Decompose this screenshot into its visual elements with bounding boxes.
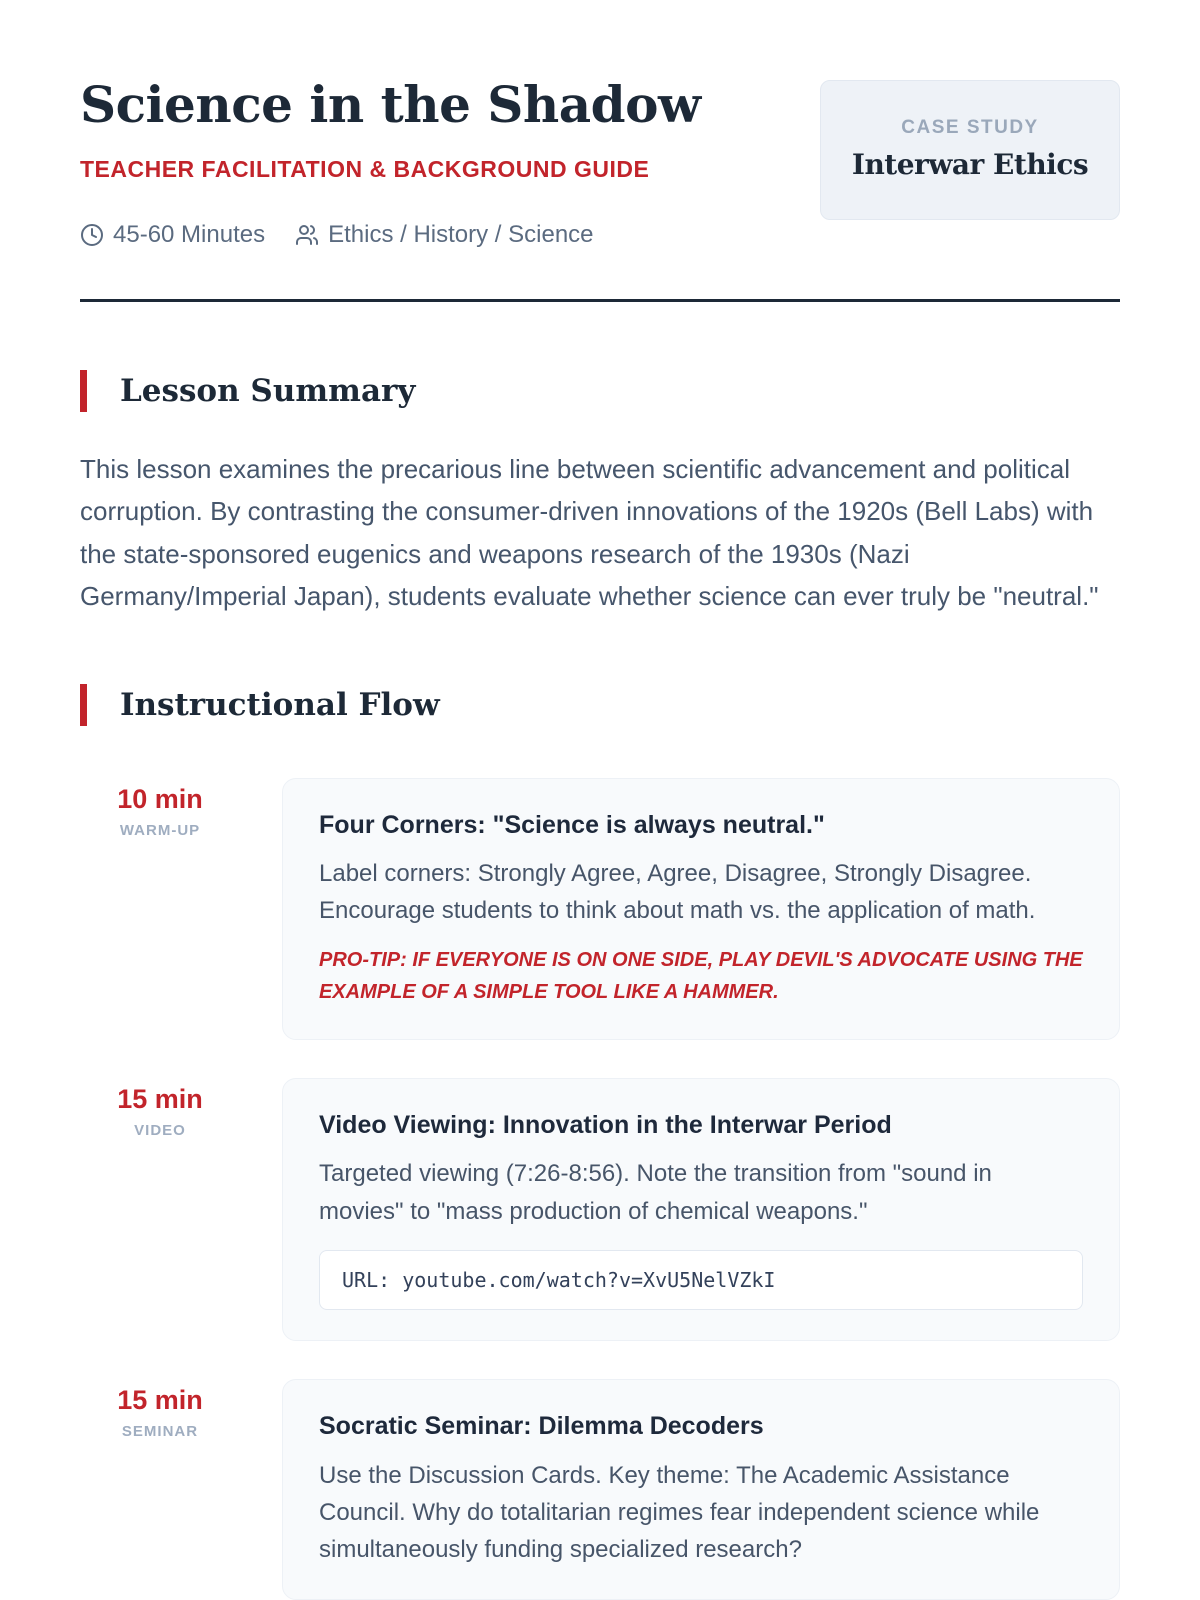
step-title: Four Corners: "Science is always neutral." xyxy=(319,810,825,839)
step-type-label: WARM-UP xyxy=(119,821,201,839)
duration-text: 45-60 Minutes xyxy=(113,221,266,248)
lesson-summary-heading xyxy=(80,370,1120,412)
case-study-badge xyxy=(820,80,1120,220)
flow-step-seminar xyxy=(80,1379,1120,1600)
step-type-label: VIDEO xyxy=(134,1121,186,1139)
case-study-label: CASE STUDY xyxy=(901,117,1039,138)
lesson-summary-text: This lesson examines the precarious line between scientific advancement and political corruption. By contrasting the consumer-driven innovations of the 1920s (Bell Labs) with the state-sponsored eugenics and weapons research of the 1930s (Nazi Germany/Imperial Japan), students evaluate whether science can ever truly be "neutral." xyxy=(80,454,1099,612)
instructional-flow-list xyxy=(80,778,1120,1600)
duration-meta xyxy=(80,221,265,249)
step-description: Label corners: Strongly Agree, Agree, Disagree, Strongly Disagree. Encourage students to think about math vs. the application of math. xyxy=(319,860,1036,925)
step-description: Targeted viewing (7:26-8:56). Note the transition from "sound in movies" to "mass production of chemical weapons." xyxy=(319,1160,992,1225)
step-card xyxy=(282,778,1120,1040)
header-left xyxy=(80,75,701,249)
red-accent-bar xyxy=(80,684,87,726)
page-subtitle: TEACHER FACILITATION & BACKGROUND GUIDE xyxy=(80,156,650,182)
step-time: 15 min xyxy=(117,1083,203,1114)
flow-step-warmup xyxy=(80,778,1120,1040)
header-divider xyxy=(80,299,1120,302)
step-time: 15 min xyxy=(117,1385,203,1416)
users-icon xyxy=(295,223,319,247)
subjects-text: Ethics / History / Science xyxy=(328,221,594,248)
step-title: Video Viewing: Innovation in the Interwar Period xyxy=(319,1110,892,1139)
lesson-summary-title: Lesson Summary xyxy=(120,373,416,409)
subjects-meta xyxy=(295,221,593,249)
red-accent-bar xyxy=(80,370,87,412)
step-time-column xyxy=(80,1078,240,1139)
case-study-title: Interwar Ethics xyxy=(851,148,1089,181)
step-pro-tip: PRO-TIP: IF EVERYONE IS ON ONE SIDE, PLAY DEVIL'S ADVOCATE USING THE EXAMPLE OF A SIMPLE TOOL LIKE A HAMMER. xyxy=(319,948,1083,1004)
video-url-box[interactable] xyxy=(319,1250,1083,1310)
step-card xyxy=(282,1078,1120,1341)
clock-icon xyxy=(80,223,104,247)
step-time: 10 min xyxy=(117,783,203,814)
meta-row xyxy=(80,221,701,249)
step-card xyxy=(282,1379,1120,1600)
document-header xyxy=(80,75,1120,249)
step-time-column xyxy=(80,778,240,839)
step-type-label: SEMINAR xyxy=(121,1423,199,1441)
step-description: Use the Discussion Cards. Key theme: The Academic Assistance Council. Why do totalitarian regimes fear independent science while simultaneously funding specialized research? xyxy=(319,1461,1040,1564)
instructional-flow-heading xyxy=(80,684,1120,726)
page-title: Science in the Shadow xyxy=(80,75,701,134)
instructional-flow-title: Instructional Flow xyxy=(120,686,440,723)
flow-step-video xyxy=(80,1078,1120,1341)
video-url-text: URL: youtube.com/watch?v=XvU5NelVZkI xyxy=(342,1268,776,1293)
step-title: Socratic Seminar: Dilemma Decoders xyxy=(319,1412,764,1441)
step-time-column xyxy=(80,1379,240,1440)
